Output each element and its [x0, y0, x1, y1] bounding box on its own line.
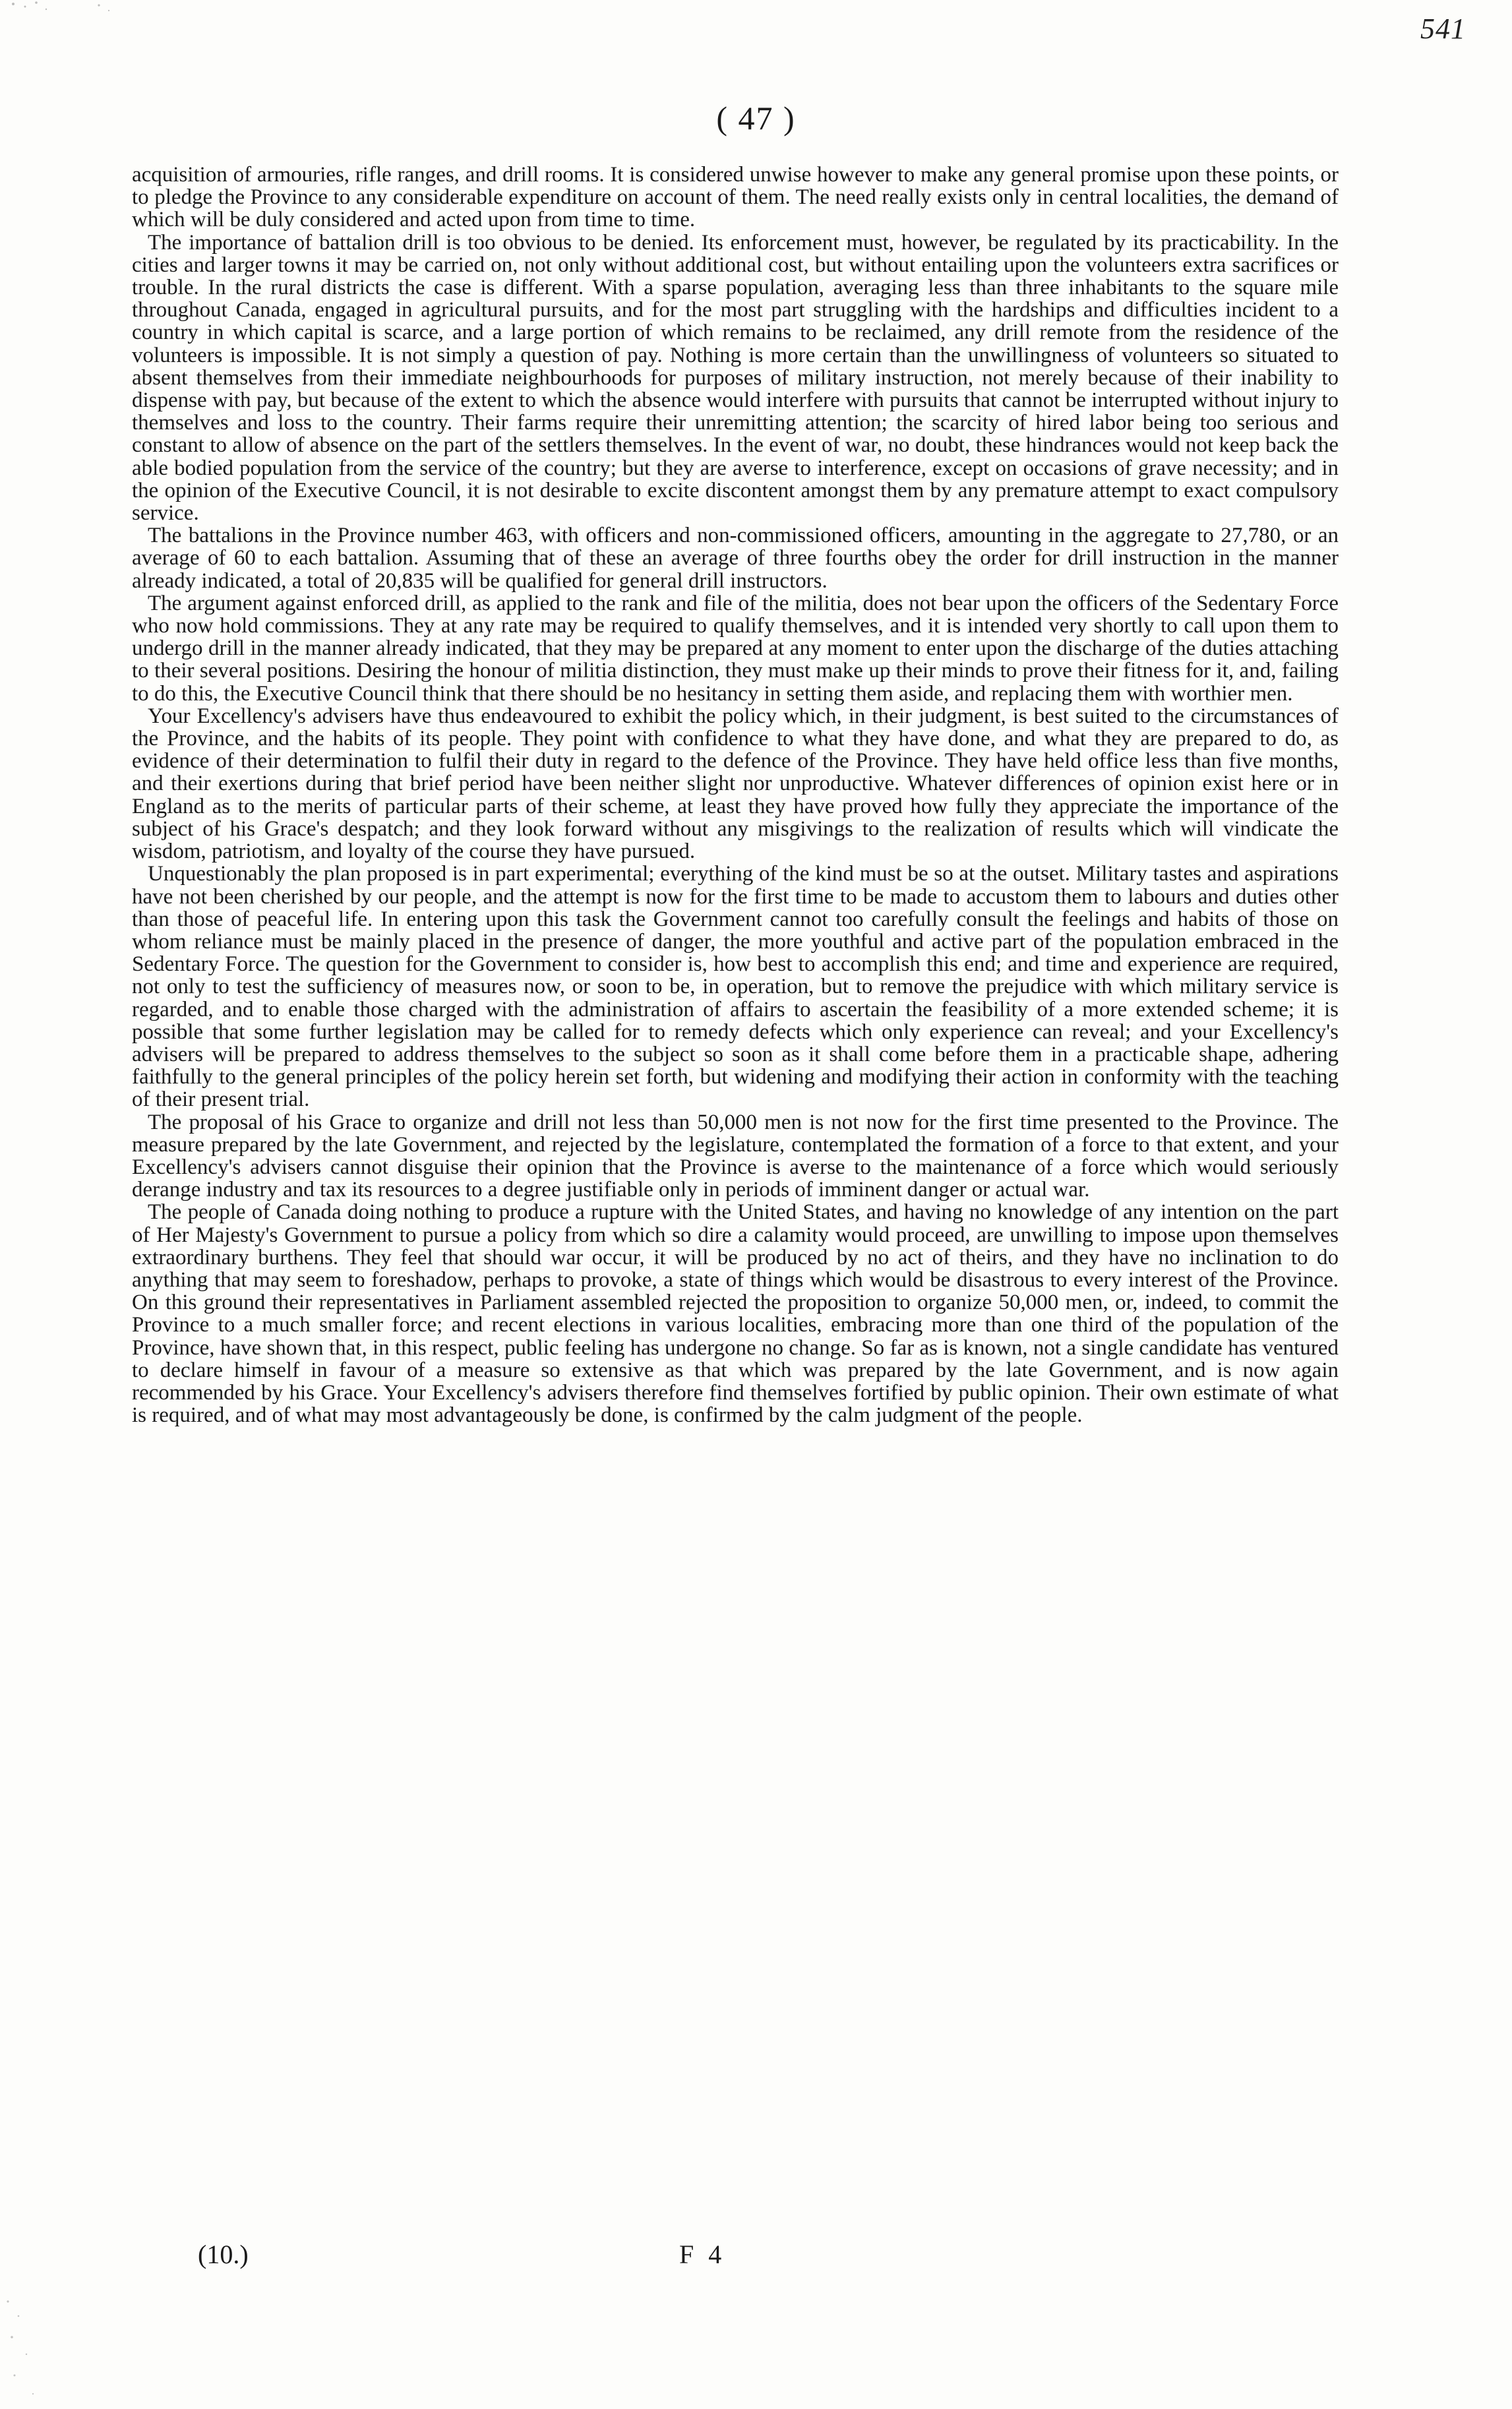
- paper-speckle-top-left: [0, 0, 132, 40]
- page-number: ( 47 ): [716, 100, 796, 137]
- paragraph: Unquestionably the plan proposed is in part experimental; everything of the kind must be so at the outset. Military tastes and aspirations have not been cherished by our people, and the attempt is now for the first time to be made to accustom them to labours and duties other than those of peaceful life. In entering upon this task the Government cannot too carefully consult the feelings and habits of those on whom reliance must be mainly placed in the presence of danger, the more youthful and active part of the population embraced in the Sedentary Force. The question for the Government to consider is, how best to accomplish this end; and time and experience are required, not only to test the sufficiency of measures now, or soon to be, in operation, but to remove the prejudice with which military service is regarded, and to enable those charged with the administration of affairs to ascertain the feasibility of a more extended scheme; it is possible that some further legislation may be called for to remedy defects which only experience can reveal; and your Excellency's advisers will be prepared to address themselves to the subject so soon as it shall come before them in a practicable shape, adhering faithfully to the general principles of the policy herein set forth, but widening and modifying their action in conformity with the teaching of their present trial.: [132, 862, 1339, 1112]
- paragraph: The argument against enforced drill, as applied to the rank and file of the militia, does not bear upon the officers of the Sedentary Force who now hold commissions. They at any rate may be required to qualify themselves, and it is intended very shortly to call upon them to undergo drill in the manner already indicated, that they may be prepared at any moment to enter upon the discharge of the duties attaching to their several positions. Desiring the honour of militia distinction, they must make up their minds to prove their fitness for it, and, failing to do this, the Executive Council think that there should be no hesitancy in setting them aside, and replacing them with worthier men.: [132, 591, 1339, 706]
- page-footer: [0, 2239, 1512, 2278]
- paragraph: The importance of battalion drill is too obvious to be denied. Its enforcement must, however, be regulated by its practicability. In the cities and larger towns it may be carried on, not only without additional cost, but without entailing upon the volunteers extra sacrifices or trouble. In the rural districts the case is different. With a sparse population, averaging less than three inhabitants to the square mile throughout Canada, engaged in agricultural pursuits, and for the most part struggling with the hardships and difficulties incident to a country in which capital is scarce, and a large portion of which remains to be reclaimed, any drill remote from the residence of the volunteers is impossible. It is not simply a question of pay. Nothing is more certain than the unwillingness of volunteers so situated to absent themselves from their immediate neighbourhoods for purposes of military instruction, not merely because of their inability to dispense with pay, but because of the extent to which the absence would interfere with pursuits that cannot be interrupted without injury to themselves and loss to the country. Their farms require their unremitting attention; the scarcity of hired labor being too serious and constant to allow of absence on the part of the settlers themselves. In the event of war, no doubt, these hindrances would not keep back the able bodied population from the service of the country; but they are averse to interference, except on occasions of grave necessity; and in the opinion of the Executive Council, it is not desirable to excite discontent amongst them by any premature attempt to exact compulsory service.: [132, 230, 1339, 526]
- paragraph: The battalions in the Province number 463, with officers and non-commissioned officers, amounting in the aggregate to 27,780, or an average of 60 to each battalion. Assuming that of these an average of three fourths obey the order for drill instruction in the manner already indicated, a total of 20,835 will be qualified for general drill instructors.: [132, 524, 1339, 593]
- paragraph: Your Excellency's advisers have thus endeavoured to exhibit the policy which, in their judgment, is best suited to the circumstances of the Province, and the habits of its people. They point with confidence to what they have done, and what they are prepared to do, as evidence of their determination to fulfil their duty in regard to the defence of the Province. They have held office less than five months, and their exertions during that brief period have been neither slight nor unproductive. Whatever differences of opinion exist here or in England as to the merits of particular parts of their scheme, at least they have proved how fully they appreciate the importance of the subject of his Grace's despatch; and they look forward without any misgivings to the realization of results which will vindicate the wisdom, patriotism, and loyalty of the course they have pursued.: [132, 704, 1339, 864]
- paragraph: The people of Canada doing nothing to produce a rupture with the United States, and having no knowledge of any intention on the part of Her Majesty's Government to pursue a policy from which so dire a calamity would proceed, are unwilling to impose upon themselves extraordinary burthens. They feel that should war occur, it will be produced by no act of theirs, and they have no inclination to do anything that may seem to foreshadow, perhaps to provoke, a state of things which would be disastrous to every interest of the Province. On this ground their representatives in Parliament assembled rejected the proposition to organize 50,000 men, or, indeed, to commit the Province to a much smaller force; and recent elections in various localities, embracing more than one third of the population of the Province, have shown that, in this respect, public feeling has undergone no change. So far as is known, not a single candidate has ventured to declare himself in favour of a measure so extensive as that which was prepared by the late Government, and is now again recommended by his Grace. Your Excellency's advisers therefore find themselves fortified by public opinion. Their own estimate of what is required, and of what may most advantageously be done, is confirmed by the calm judgment of the people.: [132, 1200, 1339, 1428]
- paragraph: acquisition of armouries, rifle ranges, and drill rooms. It is considered unwise however to make any general promise upon these points, or to pledge the Province to any considerable expenditure on account of them. The need really exists only in central localities, the demand of which will be duly considered and acted upon from time to time.: [132, 163, 1339, 232]
- sheet-number: (10.): [198, 2240, 249, 2269]
- paragraph: The proposal of his Grace to organize and drill not less than 50,000 men is not now for the first time presented to the Province. The measure prepared by the late Government, and rejected by the legislature, contemplated the formation of a force to that extent, and your Excellency's advisers cannot disguise their opinion that the Province is averse to the maintenance of a force which would seriously derange industry and tax its resources to a degree justifiable only in periods of imminent danger or actual war.: [132, 1110, 1339, 1202]
- paper-speckle-bottom-left: [0, 2282, 92, 2407]
- body-text: [132, 164, 1339, 1426]
- folio-mark: 541: [1420, 13, 1466, 45]
- signature-mark: F 4: [679, 2240, 726, 2269]
